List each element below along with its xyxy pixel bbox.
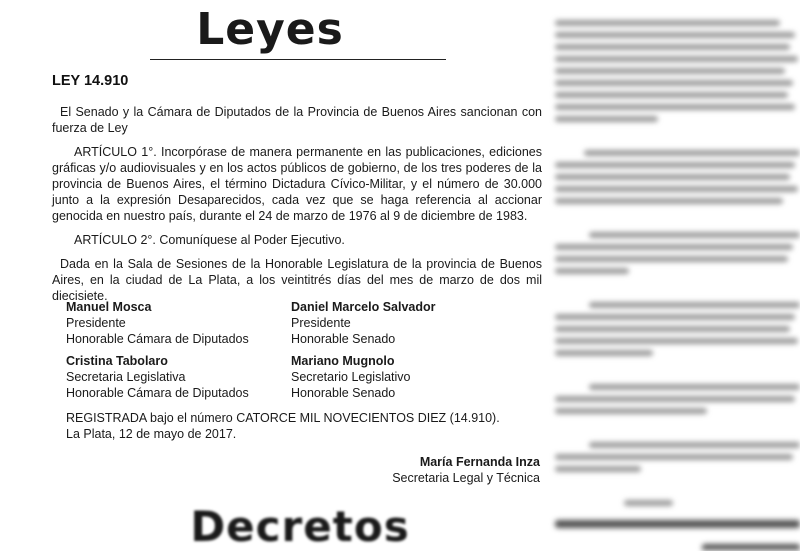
given-clause [52, 256, 542, 304]
signatory-role: Secretario Legislativo [291, 370, 411, 384]
signatory-role: Presidente [291, 316, 351, 330]
law-number: LEY 14.910 [52, 73, 129, 89]
signatory-role: Secretaria Legislativa [66, 370, 186, 384]
section-title-decretos: Decretos [190, 502, 410, 551]
law-preamble [52, 104, 542, 136]
section-title-leyes: Leyes [196, 4, 344, 55]
signatory-name: Cristina Tabolaro [66, 354, 168, 368]
article-1-text: ARTÍCULO 1°. Incorpórase de manera permanente en las publicaciones, ediciones gráficas y/o audiovisuales y en los actos públicos de gobierno, de los tres poderes de la provincia de Buenos Aires, el término Dictadura Cívico-Militar, y el número de 30.000 junto a la expresión Desaparecidos, cada vez que se haga referencia al accionar genocida en nuestro país, durante el 24 de marzo de 1976 al 9 de diciembre de 1983. [52, 145, 542, 223]
registration-date: La Plata, 12 de mayo de 2017. [66, 427, 237, 441]
law-preamble-text: El Senado y la Cámara de Diputados de la Provincia de Buenos Aires sancionan con fuerza de Ley [52, 105, 542, 135]
registration-line: REGISTRADA bajo el número CATORCE MIL NOVECIENTOS DIEZ (14.910). [66, 411, 500, 425]
signatory-body: Honorable Cámara de Diputados [66, 386, 249, 400]
signatory-body: Honorable Senado [291, 332, 396, 346]
final-signatory-role: Secretaria Legal y Técnica [392, 471, 540, 485]
signatory-role: Presidente [66, 316, 126, 330]
final-signature [392, 454, 540, 486]
signature-block [291, 299, 436, 347]
given-clause-text: Dada en la Sala de Sesiones de la Honorable Legislatura de la provincia de Buenos Aires, en la ciudad de La Plata, a los veintitrés días del mes de marzo de dos mil diecisiete. [52, 257, 542, 303]
signatory-body: Honorable Senado [291, 386, 396, 400]
signature-block [291, 353, 411, 401]
signatory-name: Manuel Mosca [66, 300, 152, 314]
signature-block [66, 299, 249, 347]
article-1 [52, 144, 542, 224]
signatory-name: Mariano Mugnolo [291, 354, 395, 368]
title-rule [150, 59, 446, 60]
signature-block [66, 353, 249, 401]
signatory-body: Honorable Cámara de Diputados [66, 332, 249, 346]
article-2-text: ARTÍCULO 2°. Comuníquese al Poder Ejecutivo. [74, 233, 345, 247]
registration [66, 410, 500, 442]
final-signatory-name: María Fernanda Inza [419, 455, 540, 469]
article-2 [52, 232, 542, 248]
signatory-name: Daniel Marcelo Salvador [291, 300, 436, 314]
blurred-text-column [555, 20, 800, 550]
